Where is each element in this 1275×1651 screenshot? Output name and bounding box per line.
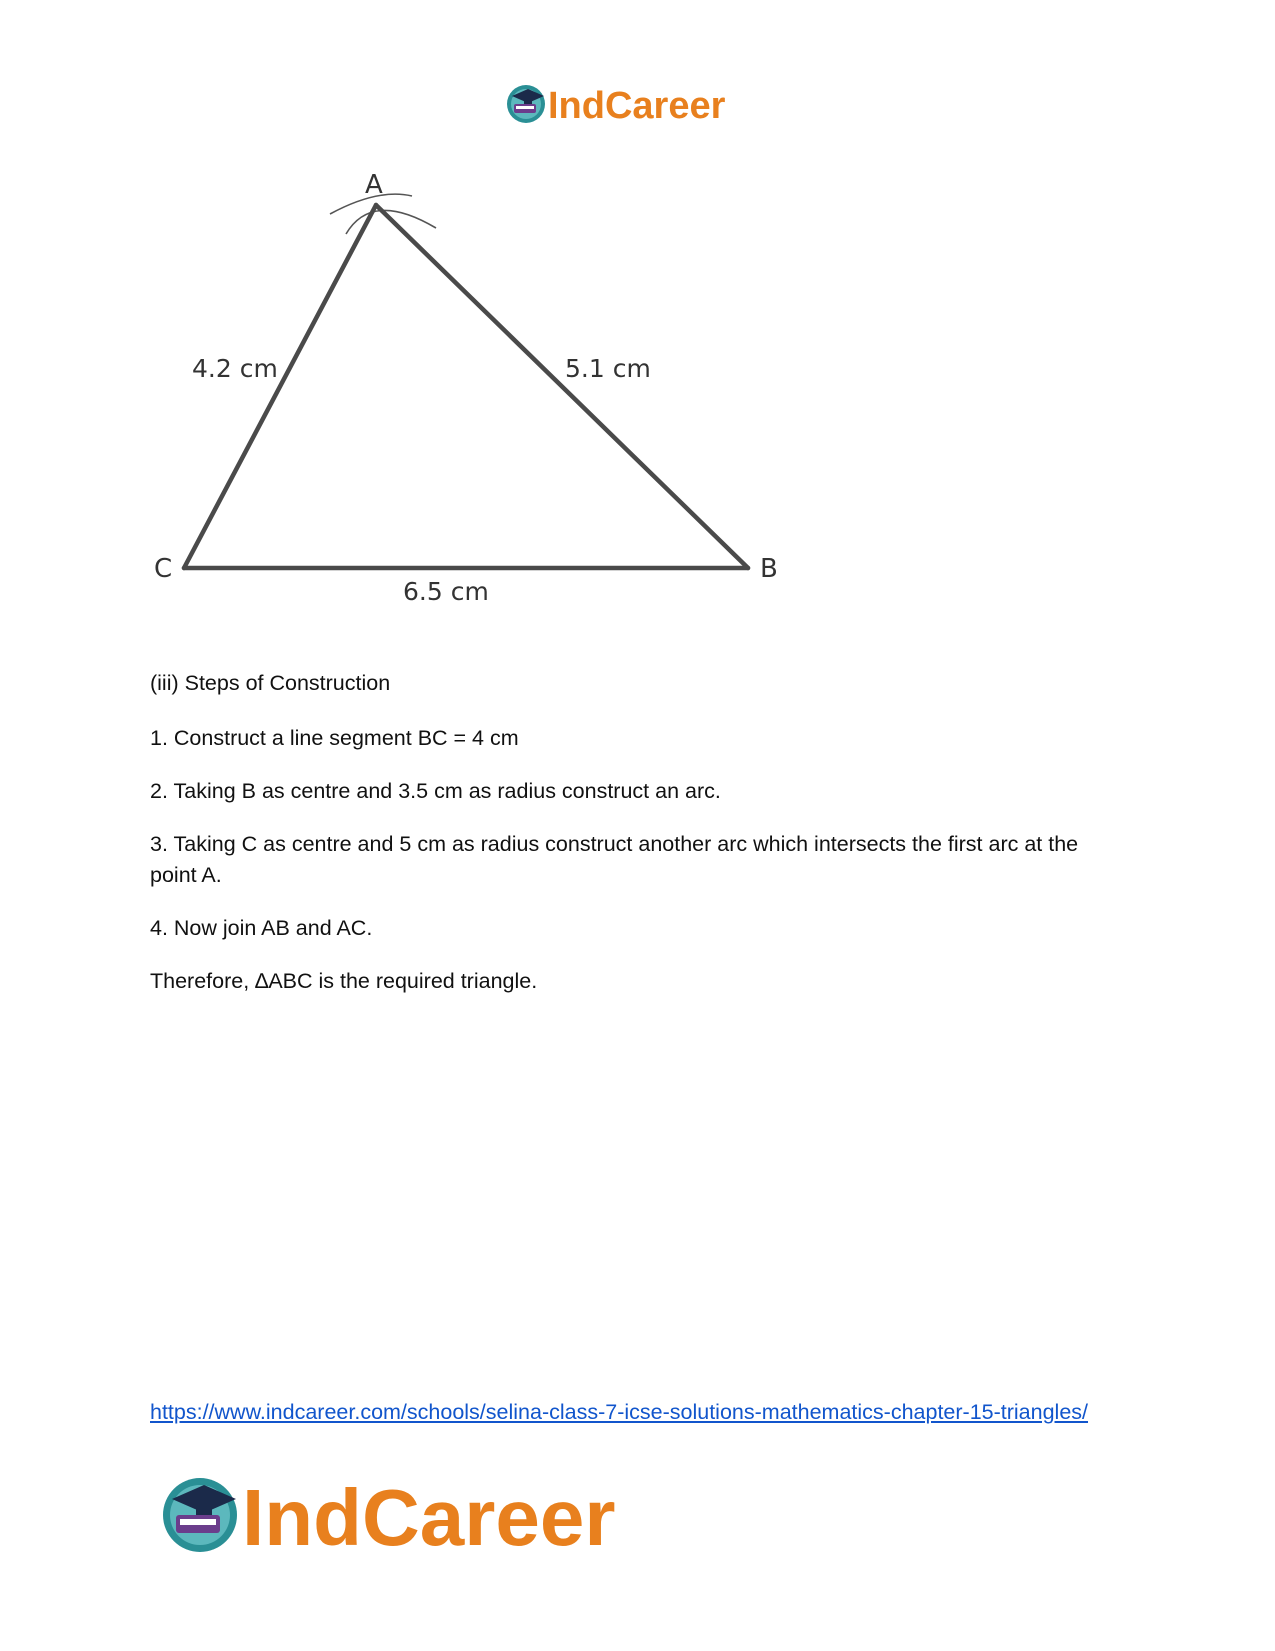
graduation-cap-book-globe-icon: [163, 1478, 237, 1552]
brand-wordmark-large: IndCareer: [242, 1473, 616, 1562]
vertex-label-b: B: [760, 554, 778, 584]
construction-steps: [150, 668, 1125, 1021]
step-4: 4. Now join AB and AC.: [150, 916, 373, 940]
side-label-cb: 6.5 cm: [403, 577, 489, 606]
indcareer-logo-bottom: [160, 1467, 700, 1562]
vertex-label-c: C: [154, 554, 173, 584]
triangle-abc-figure: [150, 170, 850, 640]
side-label-ac: 4.2 cm: [192, 354, 278, 383]
source-url-link[interactable]: https://www.indcareer.com/schools/selina-class-7-icse-solutions-mathematics-chapter-15-triangles/: [150, 1400, 1089, 1424]
indcareer-logo-top: [504, 78, 784, 130]
step-3: 3. Taking C as centre and 5 cm as radius construct another arc which intersects the first arc at the point A.: [150, 832, 1079, 887]
graduation-cap-book-globe-icon: [507, 85, 545, 123]
section-heading: (iii) Steps of Construction: [150, 671, 391, 695]
step-2: 2. Taking B as centre and 3.5 cm as radius construct an arc.: [150, 779, 721, 803]
side-ab: [376, 205, 748, 568]
brand-wordmark: IndCareer: [548, 85, 726, 127]
side-ac: [184, 205, 376, 568]
conclusion: Therefore, ∆ABC is the required triangle.: [150, 969, 538, 993]
side-label-ab: 5.1 cm: [565, 354, 651, 383]
vertex-label-a: A: [365, 170, 383, 200]
step-1: 1. Construct a line segment BC = 4 cm: [150, 726, 519, 750]
